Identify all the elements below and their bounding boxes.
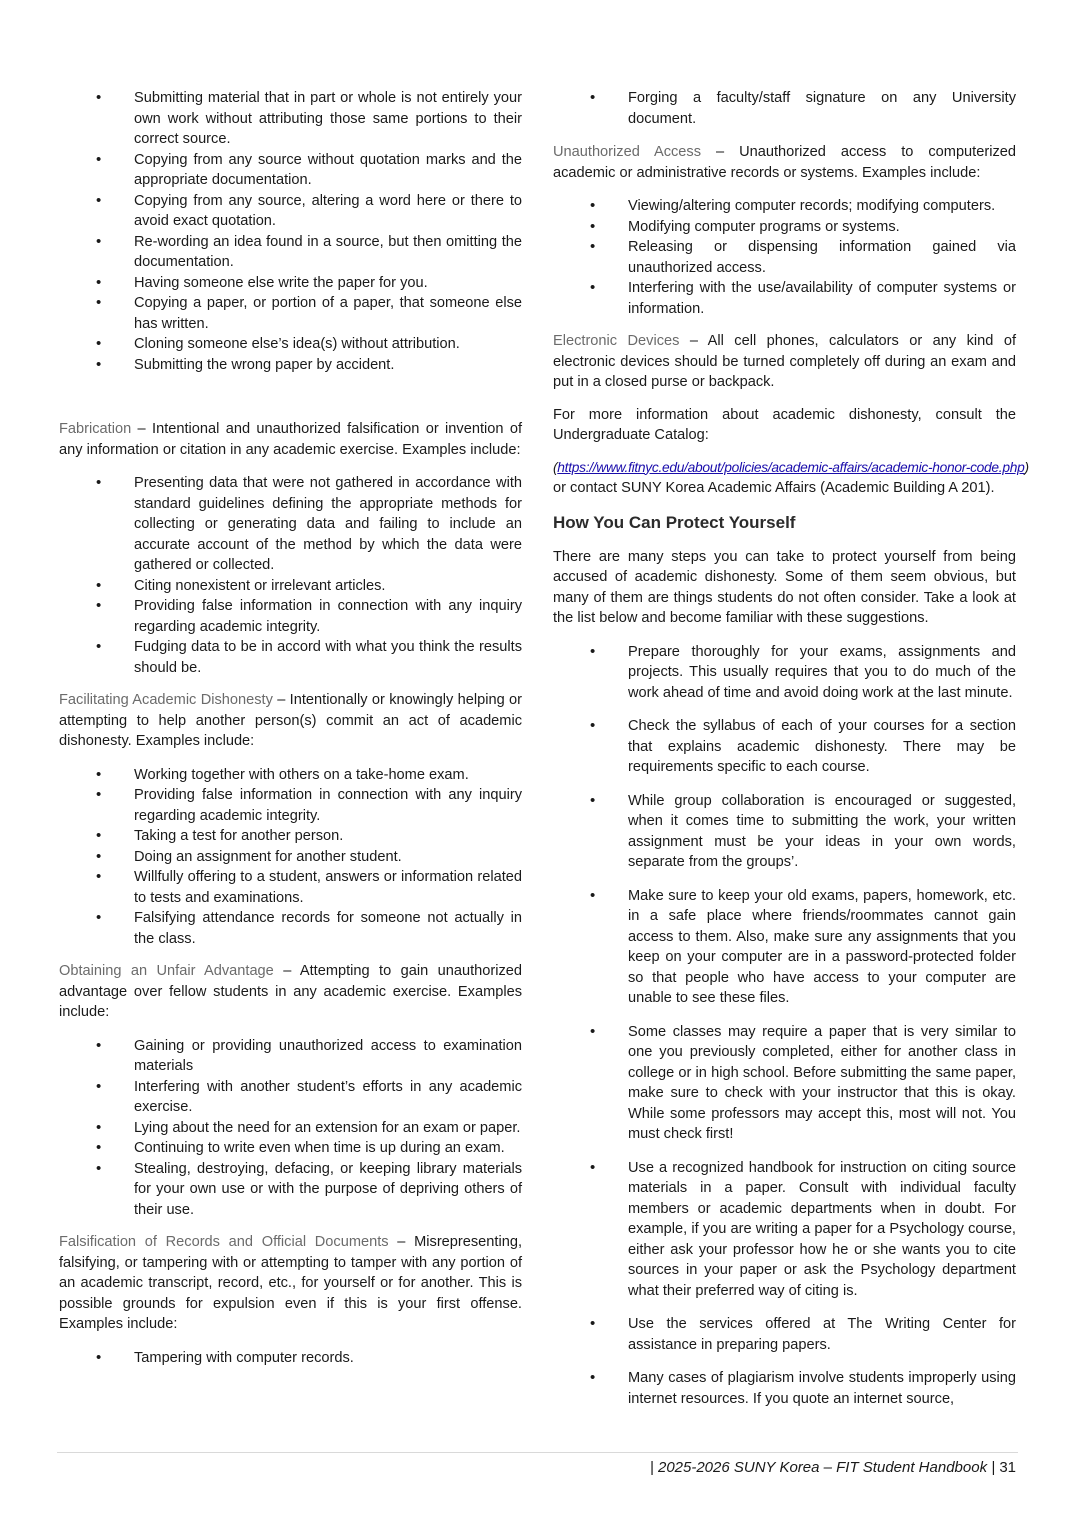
close-paren: ): [1024, 459, 1029, 475]
protect-intro-paragraph: There are many steps you can take to protect yourself from being accused of academic dishonesty. Some of them seem obvious, but many of them are things students do not often consider. Take a look at the list below and become familiar with these suggestions.: [553, 548, 1016, 626]
facilitating-paragraph: [59, 690, 522, 752]
term-definition: – All cell phones, calculators or any kind of electronic devices should be turned completely off during an exam and put in a closed purse or backpack.: [553, 333, 1016, 390]
electronic-devices-paragraph: [553, 331, 1016, 393]
list-item: • Releasing or dispensing information gained via unauthorized access.: [553, 237, 1016, 278]
unauthorized-access-paragraph: [553, 142, 1016, 183]
contact-text: or contact SUNY Korea Academic Affairs (Academic Building A 201).: [553, 480, 995, 496]
list-item: • Some classes may require a paper that is very similar to one you previously completed, either for another class in college or in high school. Before submitting the same paper, make sure to check with your instructor that this is okay. While some professors may accept this, most will not. You must check first!: [553, 1022, 1016, 1145]
list-item: • Use the services offered at The Writing Center for assistance in preparing papers.: [553, 1314, 1016, 1355]
term-label: Fabrication: [59, 421, 132, 437]
list-item: • Viewing/altering computer records; modifying computers.: [553, 196, 1016, 217]
protect-suggestions-list: [553, 642, 1016, 1410]
list-item: • Gaining or providing unauthorized access to examination materials: [59, 1036, 522, 1077]
list-item: • Modifying computer programs or systems.: [553, 217, 1016, 238]
fabrication-examples-list: [59, 473, 522, 678]
list-item: • Submitting material that in part or whole is not entirely your own work without attributing those same portions to their correct source.: [59, 88, 522, 150]
list-item: • Cloning someone else’s idea(s) without attribution.: [59, 334, 522, 355]
list-item: • Falsifying attendance records for someone not actually in the class.: [59, 908, 522, 949]
footer-title: | 2025-2026 SUNY Korea – FIT Student Handbook |: [649, 1459, 1000, 1476]
list-item: • While group collaboration is encouraged or suggested, when it comes time to submitting the work, your written assignment must be your ideas in your own words, separate from the groups’.: [553, 791, 1016, 873]
list-item: • Citing nonexistent or irrelevant articles.: [59, 576, 522, 597]
academic-honor-code-link[interactable]: https://www.fitnyc.edu/about/policies/academic-affairs/academic-honor-code.php: [557, 459, 1025, 475]
term-definition: – Attempting to gain unauthorized advantage over fellow students in any academic exercise. Examples include:: [59, 963, 522, 1020]
more-info-paragraph: For more information about academic dishonesty, consult the Undergraduate Catalog:: [553, 406, 1016, 443]
term-definition: – Intentional and unauthorized falsification or invention of any information or citation in any academic exercise. Examples include:: [59, 421, 522, 458]
term-label: Obtaining an Unfair Advantage: [59, 963, 274, 979]
section-heading: How You Can Protect Yourself: [553, 512, 796, 532]
falsification-examples-list: [59, 1348, 522, 1369]
list-item: • Prepare thoroughly for your exams, assignments and projects. This usually requires that you to do much of the work ahead of time and avoid doing work at the last minute.: [553, 642, 1016, 704]
footer-divider: [57, 1452, 1018, 1453]
list-item: • Working together with others on a take-home exam.: [59, 765, 522, 786]
list-item: • Copying from any source without quotation marks and the appropriate documentation.: [59, 150, 522, 191]
term-label: Electronic Devices: [553, 333, 680, 349]
right-column: [553, 88, 1029, 1422]
unauthorized-access-examples-list: [553, 196, 1016, 319]
list-item: • Stealing, destroying, defacing, or keeping library materials for your own use or with the purpose of depriving others of their use.: [59, 1159, 522, 1221]
term-label: Falsification of Records and Official Documents: [59, 1234, 389, 1250]
fabrication-paragraph: [59, 419, 522, 460]
list-item: • Re-wording an idea found in a source, but then omitting the documentation.: [59, 232, 522, 273]
term-label: Facilitating Academic Dishonesty: [59, 692, 273, 708]
left-column: [59, 88, 522, 1368]
list-item: • Providing false information in connection with any inquiry regarding academic integrity.: [59, 596, 522, 637]
list-item: • Copying from any source, altering a word here or there to avoid exact quotation.: [59, 191, 522, 232]
list-item: • Continuing to write even when time is up during an exam.: [59, 1138, 522, 1159]
catalog-link-line: [553, 458, 1029, 479]
page-number: 31: [999, 1459, 1016, 1476]
term-label: Unauthorized Access: [553, 144, 702, 160]
plagiarism-examples-list: [59, 88, 522, 375]
list-item: • Interfering with another student’s efforts in any academic exercise.: [59, 1077, 522, 1118]
open-paren: (: [553, 459, 558, 475]
facilitating-examples-list: [59, 765, 522, 950]
falsification-paragraph: [59, 1232, 522, 1335]
list-item: • Fudging data to be in accord with what you think the results should be.: [59, 637, 522, 678]
page-footer: [650, 1459, 1016, 1476]
list-item: • Many cases of plagiarism involve students improperly using internet resources. If you quote an internet source,: [553, 1368, 1016, 1409]
unfair-advantage-paragraph: [59, 961, 522, 1023]
list-item: • Copying a paper, or portion of a paper, that someone else has written.: [59, 293, 522, 334]
list-item: • Submitting the wrong paper by accident.: [59, 355, 522, 376]
list-item: • Providing false information in connection with any inquiry regarding academic integrity.: [59, 785, 522, 826]
list-item: • Taking a test for another person.: [59, 826, 522, 847]
term-definition: – Intentionally or knowingly helping or attempting to help another person(s) commit an act of academic dishonesty. Examples include:: [59, 692, 522, 749]
falsification-examples-list-continued: [553, 88, 1016, 129]
list-item: • Make sure to keep your old exams, papers, homework, etc. in a safe place where friends/roommates cannot gain access to them. Also, make sure any assignments that you keep on your computer are in a password-protected folder so that people who have access to your computer are unable to see these files.: [553, 886, 1016, 1009]
list-item: • Presenting data that were not gathered in accordance with standard guidelines defining the appropriate methods for collecting or generating data and failing to include an accurate account of the method by which the data were gathered or collected.: [59, 473, 522, 576]
list-item: • Lying about the need for an extension for an exam or paper.: [59, 1118, 522, 1139]
list-item: • Doing an assignment for another student.: [59, 847, 522, 868]
list-item: • Tampering with computer records.: [59, 1348, 522, 1369]
unfair-advantage-examples-list: [59, 1036, 522, 1221]
list-item: • Interfering with the use/availability of computer systems or information.: [553, 278, 1016, 319]
list-item: • Forging a faculty/staff signature on any University document.: [553, 88, 1016, 129]
list-item: • Having someone else write the paper for you.: [59, 273, 522, 294]
list-item: • Check the syllabus of each of your courses for a section that explains academic dishonesty. There may be requirements specific to each course.: [553, 716, 1016, 778]
term-definition: – Unauthorized access to computerized academic or administrative records or systems. Examples include:: [553, 144, 1016, 181]
term-definition: – Misrepresenting, falsifying, or tampering with or attempting to tamper with any portion of an academic transcript, record, etc., for yourself or for another. This is possible grounds for expulsion even if this is your first offense. Examples include:: [59, 1234, 522, 1332]
list-item: • Willfully offering to a student, answers or information related to tests and examinations.: [59, 867, 522, 908]
list-item: • Use a recognized handbook for instruction on citing source materials in a paper. Consult with individual faculty members or academic departments when in doubt. For example, if you are writing a paper for a Psychology course, either ask your professor how he or she wants you to cite sources in your paper or ask the Psychology department what their preferred way of citing is.: [553, 1158, 1016, 1302]
